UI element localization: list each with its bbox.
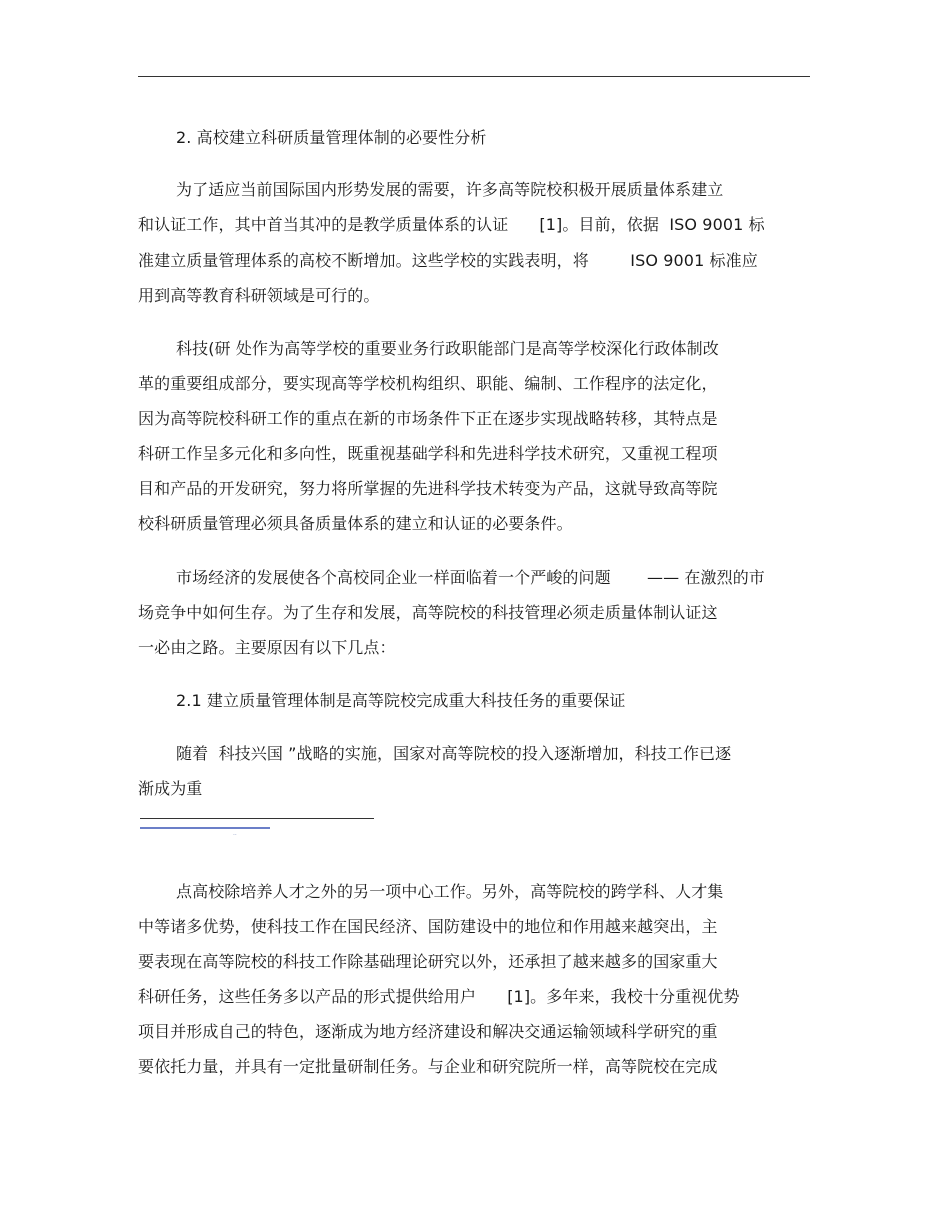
text-line: 科技(研 处作为高等学校的重要业务行政职能部门是高等学校深化行政体制改	[176, 339, 719, 358]
text-line: 科研工作呈多元化和多向性，既重视基础学科和先进科学技术研究，又重视工程项	[138, 444, 718, 463]
text-line: 和认证工作，其中首当其冲的是教学质量体系的认证 [1]。目前，依据 ISO 9001 标	[138, 215, 765, 234]
text-line: 要表现在高等院校的科技工作除基础理论研究以外，还承担了越来越多的国家重大	[138, 952, 718, 971]
section-heading: 2. 高校建立科研质量管理体制的必要性分析	[176, 128, 487, 147]
footnote-link-underline	[140, 827, 270, 829]
subsection-heading: 2.1 建立质量管理体制是高等院校完成重大科技任务的重要保证	[176, 691, 626, 710]
text-line: 渐成为重	[138, 779, 203, 798]
text-line: 项目并形成自己的特色，逐渐成为地方经济建设和解决交通运输领域科学研究的重	[138, 1022, 718, 1041]
text-line: 市场经济的发展使各个高校同企业一样面临着一个严峻的问题 —— 在激烈的市	[176, 568, 765, 587]
text-line: 校科研质量管理必须具备质量体系的建立和认证的必要条件。	[138, 514, 573, 533]
text-line: 一必由之路。主要原因有以下几点：	[138, 638, 396, 657]
text-line: 目和产品的开发研究，努力将所掌握的先进科学技术转变为产品，这就导致高等院	[138, 479, 718, 498]
text-line: 场竞争中如何生存。为了生存和发展，高等院校的科技管理必须走质量体制认证这	[138, 603, 718, 622]
header-rule	[138, 76, 810, 77]
footnote-mark: --	[233, 832, 237, 838]
text-line: 准建立质量管理体系的高校不断增加。这些学校的实践表明，将 ISO 9001 标准应	[138, 251, 758, 270]
text-line: 为了适应当前国际国内形势发展的需要，许多高等院校积极开展质量体系建立	[176, 180, 724, 199]
text-line: 用到高等教育科研领域是可行的。	[138, 286, 380, 305]
text-line: 中等诸多优势，使科技工作在国民经济、国防建设中的地位和作用越来越突出，主	[138, 917, 718, 936]
text-line: 随着 科技兴国 ”战略的实施，国家对高等院校的投入逐渐增加，科技工作已逐	[176, 744, 732, 763]
text-line: 点高校除培养人才之外的另一项中心工作。另外，高等院校的跨学科、人才集	[176, 882, 724, 901]
footnote-rule	[140, 818, 374, 819]
text-line: 科研任务，这些任务多以产品的形式提供给用户 [1]。多年来，我校十分重视优势	[138, 987, 740, 1006]
text-line: 革的重要组成部分，要实现高等学校机构组织、职能、编制、工作程序的法定化，	[138, 374, 718, 393]
text-line: 要依托力量，并具有一定批量研制任务。与企业和研究院所一样，高等院校在完成	[138, 1057, 718, 1076]
text-line: 因为高等院校科研工作的重点在新的市场条件下正在逐步实现战略转移，其特点是	[138, 409, 718, 428]
